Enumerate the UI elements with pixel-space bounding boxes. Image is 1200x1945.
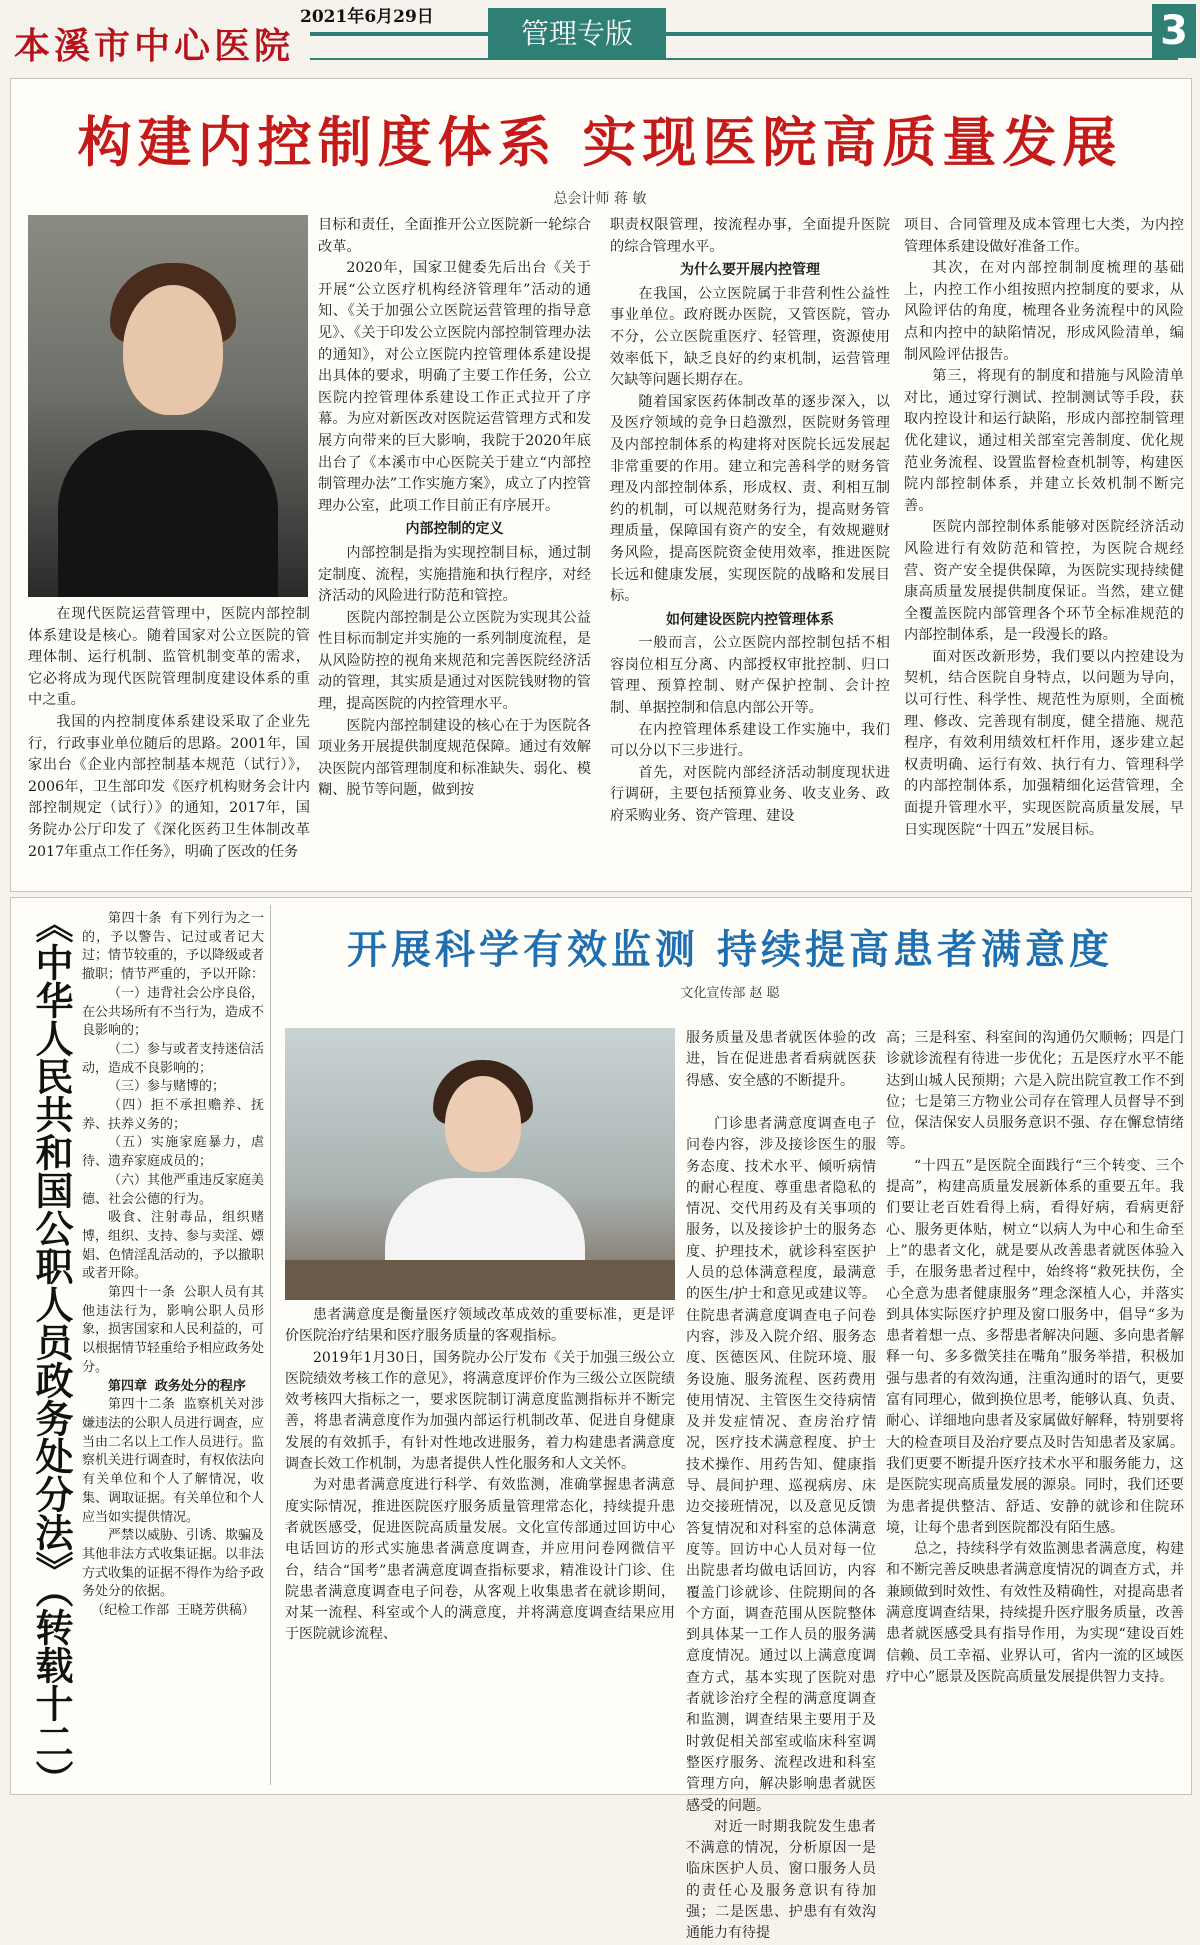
doctor-desk-photo — [285, 1028, 675, 1300]
photo-desk-shape — [285, 1260, 675, 1300]
paragraph: 我国的内控制度体系建设采取了企业先行，行政事业单位随后的思路。2001年，国家出台《企业内部控制基本规范（试行）》，2006年，卫生部印发《医疗机构财务会计内部控制规定（试行）》的通知，2017年，国务院办公厅印发了《深化医药卫生体制改革2017年重点工作任务》，明确了医改的任务 — [28, 713, 310, 860]
article-2-column-3 — [886, 1028, 1184, 1688]
paragraph: 2020年，国家卫健委先后出台《关于开展“公立医疗机构经济管理年”活动的通知、《关于加强公立医院运营管理的指导意见》、《关于印发公立医院内部控制管理办法的通知》，对公立医院内控管理体系建设提出具体的要求，明确了主要工作任务，公立医院内控管理体系建设工作正式拉开了序幕。为应对新医改对医院运营管理方式和发展方向带来的巨大影响，我院于2020年底出台了《本溪市中心医院关于建立“内部控制管理办法”工作实施方案》，成立了内控管理办公室，此项工作目前正有序展开。 — [318, 260, 591, 514]
paragraph: 第四十条 有下列行为之一的，予以警告、记过或者记大过；情节较重的，予以降级或者撤职；情节严重的，予以开除： — [82, 911, 265, 983]
paragraph: 随着国家医药体制改革的逐步深入，以及医疗领域的竞争日趋激烈，医院财务管理及内部控制体系的构建将对医院长远发展起非常重要的作用。建立和完善科学的财务管理及内部控制体系，形成权、责、利相互制约的机制，可以规范财务行为，提高财务管理质量，保障国有资产的安全，有效规避财务风险，提高医院资金使用效率，推进医院长远和健康发展，实现医院的战略和发展目标。 — [610, 393, 890, 605]
paragraph: （五）实施家庭暴力，虐待、遗弃家庭成员的； — [82, 1135, 264, 1170]
paragraph: 第四十一条 公职人员有其他违法行为，影响公职人员形象，损害国家和人民利益的，可以根据情节轻重给予相应政务处分。 — [82, 1285, 265, 1375]
paragraph: 门诊患者满意度调查电子问卷内容，涉及接诊医生的服务态度、技术水平、倾听病情的耐心程度、尊重患者隐私的情况、交代用药及有关事项的服务，以及接诊护士的服务态度、护理技术，就诊科室医护人员的总体满意程度，最满意的医生/护士和意见或建议等。住院患者满意度调查电子问卷内容，涉及入院介绍、服务态度、医德医风、住院环境、服务设施、服务流程、医药费用使用情况、主管医生交待病情及并发症情况、查房治疗情况，医疗技术满意程度、护士技术操作、用药告知、健康指导、晨间护理、巡视病房、床边交接班情况，以及意见反馈答复情况和对科室的总体满意度等。回访中心人员对每一位出院患者均做电话回访，内容覆盖门诊就诊、住院期间的各个方面，调查范围从医院整体到具体某一工作人员的服务满意度情况。通过以上满意度调查方式，基本实现了医院对患者就诊治疗全程的满意度调查和监测，调查结果主要用于及时敦促相关部室或临床科室调整医疗服务、流程改进和科室管理方向，解决影响患者就医感受的问题。 — [686, 1116, 876, 1814]
paragraph: 严禁以威胁、引诱、欺骗及其他非法方式收集证据。以非法方式收集的证据不得作为给予政务处分的依据。 — [82, 1528, 265, 1600]
paragraph: （六）其他严重违反家庭美德、社会公德的行为。 — [82, 1172, 265, 1207]
paragraph: 吸食、注射毒品，组织赌博，组织、支持、参与卖淫、嫖娼、色情淫乱活动的，予以撤职或者开除。 — [82, 1210, 265, 1282]
portrait-face-shape — [123, 285, 223, 415]
paragraph: 对近一时期我院发生患者不满意的情况，分析原因一是临床医护人员、窗口服务人员的责任心及服务意识有待加强；二是医患、护患有有效沟通能力有待提 — [686, 1818, 876, 1942]
paragraph: 目标和责任，全面推开公立医院新一轮综合改革。 — [318, 217, 591, 255]
paragraph: 第四十二条 监察机关对涉嫌违法的公职人员进行调查，应当由二名以上工作人员进行。监察机关进行调查时，有权依法向有关单位和个人了解情况，收集、调取证据。有关单位和个人应当如实提供情况。 — [82, 1397, 265, 1525]
paragraph: 在内控管理体系建设工作实施中，我们可以分以下三步进行。 — [610, 721, 890, 760]
portrait-body-shape — [58, 430, 278, 597]
page-number: 3 — [1152, 4, 1196, 58]
article-2-column-2-top — [686, 1028, 876, 1092]
article-2-column-1 — [285, 1305, 675, 1646]
paragraph: 医院内部控制建设的核心在于为医院各项业务开展提供制度规范保障。通过有效解决医院内部管理制度和标准缺失、弱化、模糊、脱节等问题，做到按 — [318, 717, 591, 799]
paragraph: 内部控制是指为实现控制目标，通过制定制度、流程，实施措施和执行程序，对经济活动的风险进行防范和管控。 — [318, 544, 591, 605]
paragraph: 总之，持续科学有效监测患者满意度，构建和不断完善反映患者满意度情况的调查方式，并兼顾做到时效性、有效性及精确性，对提高患者满意度调查结果，持续提升医疗服务质量，改善患者就医感受具有指导作用，为实现“建设百姓信赖、员工幸福、业界认可，省内一流的区域医疗中心”愿景及医院高质量发展提供智力支持。 — [886, 1541, 1184, 1685]
paragraph: （二）参与或者支持迷信活动，造成不良影响的； — [82, 1041, 265, 1076]
paragraph: 为对患者满意度进行科学、有效监测，准确掌握患者满意度实际情况，推进医院医疗服务质量管理常态化，持续提升患者就医感受，促进医院高质量发展。文化宣传部通过回访中心电话回访的形式实施患者满意度调查，并应用问卷网微信平台，结合“国考”患者满意度调查指标要求，精准设计门诊、住院患者满意度调查电子问卷，从客观上收集患者在就诊期间，对某一流程、科室或个人的满意度，并将满意度调查结果应用于医院就诊流程、 — [285, 1477, 675, 1643]
chapter-heading: 第四章 政务处分的程序 — [108, 1378, 246, 1394]
article-2-headline: 开展科学有效监测 持续提高患者满意度 — [347, 927, 1113, 973]
paragraph: 一般而言，公立医院内部控制包括不相容岗位相互分离、内部授权审批控制、归口管理、预算控制、财产保护控制、会计控制、单据控制和信息内部公开等。 — [610, 635, 890, 717]
paragraph: 医院内部控制是公立医院为实现其公益性目标而制定并实施的一系列制度流程，是从风险防控的视角来规范和完善医院经济活动的管理，其实质是通过对医院钱财物的管理，提高医院的内控管理水平。 — [318, 609, 591, 713]
newspaper-title: 本溪市中心医院 — [14, 25, 295, 67]
article-1-headline: 构建内控制度体系 实现医院高质量发展 — [77, 111, 1123, 174]
article-1-column-4 — [904, 215, 1184, 841]
paragraph: （三）参与赌博的； — [108, 1079, 226, 1095]
subheading-how: 如何建设医院内控管理体系 — [666, 611, 834, 628]
section-label: 管理专版 — [488, 8, 666, 60]
paragraph: 第三，将现有的制度和措施与风险清单对比，通过穿行测试、控制测试等手段，获取内控设计和运行缺陷，形成内部控制管理优化建议，通过相关部室完善制度、优化规范业务流程、设置监督检查机制等，构建医院内部控制体系，并建立长效机制不断完善。 — [904, 368, 1184, 514]
paragraph: 2019年1月30日，国务院办公厅发布《关于加强三级公立医院绩效考核工作的意见》，将满意度评价作为三级公立医院绩效考核四大指标之一，要求医院制订满意度监测指标并不断完善，将患者满意度作为加强内部运行机制改革、促进自身健康发展的有效抓手，有针对性地改进服务，着力构建患者满意度调查长效工作机制，为患者提供人性化服务和人文关怀。 — [285, 1349, 675, 1473]
article-2-column-2 — [686, 1114, 876, 1945]
article-1-column-2 — [318, 215, 591, 802]
paragraph: 医院内部控制体系能够对医院经济活动风险进行有效防范和管控，为医院合规经营、资产安全提供保障，为医院实现持续健康高质量发展提供制度保证。当然，建立健全覆盖医院内部管理各个环节全标准规范的内部控制体系，是一段漫长的路。 — [904, 519, 1184, 644]
paragraph: （一）违背社会公序良俗，在公共场所有不当行为，造成不良影响的； — [82, 985, 265, 1039]
paragraph: 面对医改新形势，我们要以内控建设为契机，结合医院自身特点，以问题为导向，以可行性、科学性、规范性为原则，全面梳理、修改、完善现有制度，健全措施、规范程序，有效利用绩效杠杆作用，逐步建立起权责明确、运行有效、执行有力、管理科学的内部控制体系，加强精细化运营管理，全面提升管理水平，实现医院高质量发展，早日实现医院“十四五”发展目标。 — [904, 648, 1184, 838]
issue-date: 2021年6月29日 — [300, 7, 434, 27]
article-1-byline: 总会计师 蒋 敏 — [553, 191, 647, 207]
paragraph: 在现代医院运营管理中，医院内部控制体系建设是核心。随着国家对公立医院的管理体制、运行机制、监管机制变革的需求，它必将成为现代医院管理制度建设体系的重中之重。 — [28, 606, 310, 709]
photo-face-shape — [445, 1076, 521, 1172]
masthead-rule-lower — [310, 58, 1178, 60]
masthead-rule — [310, 32, 1178, 36]
paragraph: 职责权限管理，按流程办事，全面提升医院的综合管理水平。 — [610, 217, 890, 255]
paragraph: 服务质量及患者就医体验的改进，旨在促进患者看病就医获得感、安全感的不断提升。 — [686, 1030, 876, 1089]
paragraph: 首先，对医院内部经济活动制度现状进行调研，主要包括预算业务、收支业务、政府采购业务、资产管理、建设 — [610, 764, 890, 825]
article-1-column-3 — [610, 215, 890, 828]
sidebar-divider — [270, 905, 271, 1785]
paragraph: 在我国，公立医院属于非营利性公益性事业单位。政府既办医院，又管医院，管办不分，公立医院重医疗、轻管理，资源使用效率低下，缺乏良好的约束机制，运营管理欠缺等问题长期存在。 — [610, 285, 890, 389]
paragraph: 患者满意度是衡量医疗领域改革成效的重要标准，更是评价医院治疗结果和医疗服务质量的客观指标。 — [285, 1307, 675, 1345]
sidebar-vertical-title: 《中华人民共和国公职人员政务处分法》（转载十二） — [29, 905, 73, 1798]
subheading-why: 为什么要开展内控管理 — [680, 262, 820, 279]
sidebar-law-text — [82, 910, 264, 1621]
author-portrait-photo — [28, 215, 308, 597]
masthead — [0, 0, 1200, 70]
article-2-byline: 文化宣传部 赵 聪 — [680, 986, 780, 1001]
paragraph: 其次，在对内部控制制度梳理的基础上，内控工作小组按照内控制度的要求，从风险评估的角度，梳理各业务流程中的风险点和内控中的缺陷情况，形成风险清单，编制风险评估报告。 — [904, 260, 1184, 363]
paragraph: 项目、合同管理及成本管理七大类，为内控管理体系建设做好准备工作。 — [904, 217, 1184, 255]
subheading-definition: 内部控制的定义 — [405, 521, 504, 538]
article-1-column-1 — [28, 604, 310, 863]
sidebar-signature: （纪检工作部 王晓芳供稿） — [91, 1603, 255, 1619]
paragraph: “十四五”是医院全面践行“三个转变、三个提高”，构建高质量发展新体系的重要五年。我们要让老百姓看得上病，看得好病，看病更舒心、服务更体贴，树立“以病人为中心和生命至上”的患者文化，就是要从改善患者就医体验入手，在服务患者过程中，始终将“救死扶伤，全心全意为患者健康服务”理念深植人心，并落实到具体实际医疗护理及窗口服务中，倡导“多为患者着想一点、多帮患者解决问题、多向患者解释一句、多多微笑挂在嘴角”服务举措，积极加强与患者的有效沟通，注重沟通时的语气，更要富有同理心，做到换位思考，能够认真、负责、耐心、详细地向患者及家属做好解释，特别要将大的检查项目及治疗要点及时告知患者及家属。我们更要不断提升医疗技术水平和服务能力，这是医院实现高质量发展的源泉。同时，我们还要为患者提供整洁、舒适、安静的就诊和住院环境，让每个患者到医院都没有陌生感。 — [886, 1157, 1184, 1536]
paragraph: （四）拒不承担赡养、抚养、扶养义务的； — [82, 1098, 264, 1132]
paragraph: 高；三是科室、科室间的沟通仍欠顺畅；四是门诊就诊流程有待进一步优化；五是医疗水平不能达到山城人民预期；六是入院出院宣教工作不到位；七是第三方物业公司存在管理人员督导不到位，保洁保安人员服务意识不强、存在懈怠情绪等。 — [886, 1030, 1184, 1153]
